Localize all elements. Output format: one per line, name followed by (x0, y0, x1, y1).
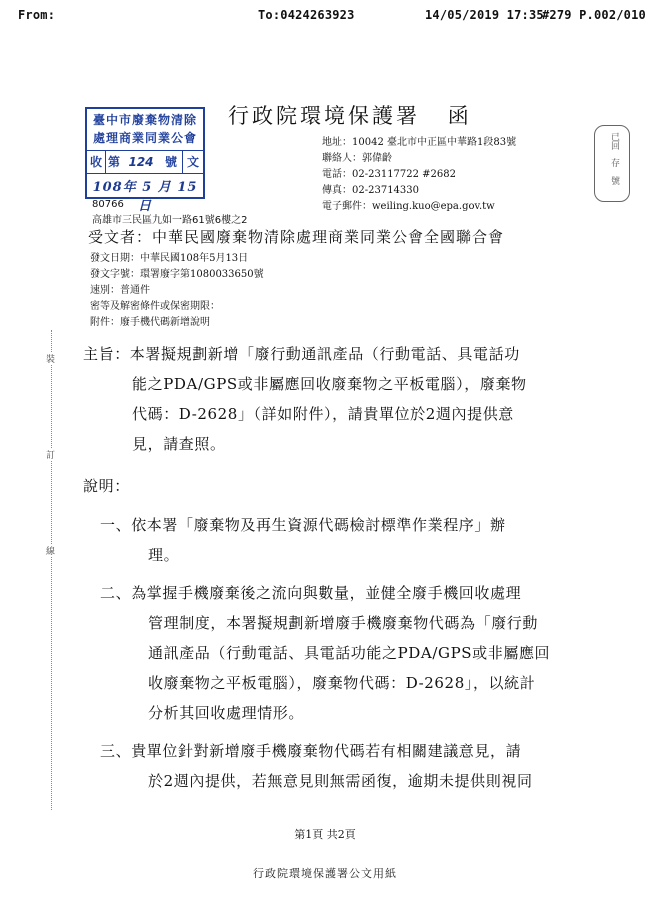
recipient-address: 高雄市三民區九如一路61號6樓之2 (92, 215, 248, 226)
stamp-recv-label: 收 (87, 151, 106, 173)
item-2-line-4: 收廢棄物之平板電腦），廢棄物代碼：D-2628」，以統計 (148, 674, 536, 692)
stamp-number-row (87, 150, 203, 174)
margin-mark-3: 線 (46, 544, 55, 557)
recipient: 受文者：中華民國廢棄物清除處理商業同業公會全國聯合會 (88, 228, 505, 246)
item-2-line-1: 二、為掌握手機廢棄後之流向與數量，並健全廢手機回收處理 (100, 584, 522, 602)
item-3-line-2: 於2週內提供，若無意見則無需函復，逾期未提供則視同 (148, 772, 533, 790)
agency-title (228, 100, 472, 130)
stamp-hao-label: 號 (160, 151, 183, 173)
stamp-wen-label: 文 (186, 155, 199, 169)
side-seal (594, 125, 630, 202)
contact-address: 地址：10042 臺北市中正區中華路1段83號 (322, 137, 517, 148)
subject-line-3: 代碼：D-2628」（詳如附件），請貴單位於2週內提供意 (132, 405, 514, 423)
item-1-line-2: 理。 (148, 546, 180, 564)
stamp-line-1: 臺中市廢棄物清除 (92, 113, 197, 127)
contact-phone: 電話：02-23117722 #2682 (322, 169, 457, 180)
meta-classification: 密等及解密條件或保密期限： (90, 301, 220, 312)
stamp-line-2: 處理商業同業公會 (92, 131, 197, 145)
seal-text-1: 已回 (609, 132, 619, 150)
contact-person: 聯絡人：郭偉齡 (322, 153, 392, 164)
contact-email: 電子郵件：weiling.kuo@epa.gov.tw (322, 201, 495, 212)
seal-text-2: 存 (609, 158, 619, 167)
stamp-number: 124 (128, 155, 154, 169)
footer-paper-name: 行政院環境保護署公文用紙 (253, 867, 397, 880)
item-3-line-1: 三、貴單位針對新增廢手機廢棄物代碼若有相關建議意見，請 (100, 742, 522, 760)
fax-page: #279 P.002/010 (542, 8, 646, 22)
stamp-date: 108年 5 月 15日 (92, 180, 198, 214)
contact-fax: 傳真：02-23714330 (322, 185, 420, 196)
seal-text-3: 號 (609, 176, 619, 185)
item-1-line-1: 一、依本署「廢棄物及再生資源代碼檢討標準作業程序」辦 (100, 516, 506, 534)
meta-speed: 速別：普通件 (90, 285, 150, 296)
binding-line (51, 330, 52, 810)
fax-from: From: (18, 8, 56, 22)
meta-date: 發文日期：中華民國108年5月13日 (90, 253, 249, 264)
stamp-no-label: 第 (107, 155, 120, 169)
subject-line-2: 能之PDA/GPS或非屬應回收廢棄物之平板電腦），廢棄物 (132, 375, 527, 393)
subject-line-4: 見，請查照。 (132, 435, 226, 453)
meta-doc-number: 發文字號：環署廢字第1080033650號 (90, 269, 264, 280)
fax-to: To:0424263923 (258, 8, 355, 22)
margin-mark-2: 訂 (46, 448, 55, 461)
fax-datetime: 14/05/2019 17:35 (425, 8, 544, 22)
postal-code: 80766 (92, 199, 124, 210)
item-2-line-3: 通訊產品（行動電話、具電話功能之PDA/GPS或非屬應回 (148, 644, 551, 662)
agency-name: 行政院環境保護署 (228, 104, 420, 128)
page-indicator: 第1頁 共2頁 (294, 828, 356, 841)
explanation-heading: 說明： (83, 477, 130, 495)
margin-mark-1: 裝 (46, 352, 55, 365)
item-2-line-5: 分析其回收處理情形。 (148, 704, 305, 722)
meta-attachment: 附件：廢手機代碼新增說明 (90, 317, 210, 328)
subject-line-1: 主旨：本署擬規劃新增「廢行動通訊產品（行動電話、具電話功 (83, 345, 520, 363)
item-2-line-2: 管理制度，本署擬規劃新增廢手機廢棄物代碼為「廢行動 (148, 614, 539, 632)
doc-type: 函 (447, 104, 472, 128)
